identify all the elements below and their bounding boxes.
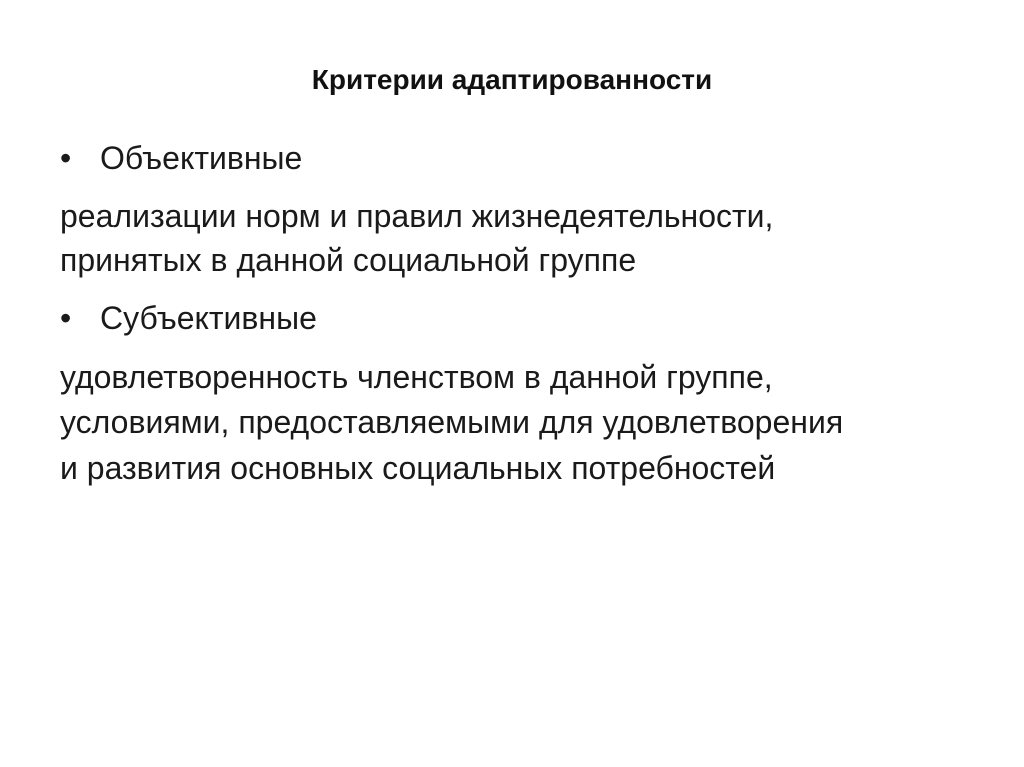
paragraph-line: удовлетворенность членством в данной группе,	[60, 359, 773, 395]
paragraph-line: реализации норм и правил жизнедеятельности,	[60, 198, 774, 234]
bullet-subjective	[60, 298, 317, 338]
slide-title: Критерии адаптированности	[311, 64, 713, 95]
paragraph-line: принятых в данной социальной группе	[60, 242, 637, 278]
bullet-marker: •	[60, 140, 72, 176]
bullet-objective	[60, 138, 302, 178]
bullet-marker: •	[60, 300, 72, 336]
bullet-heading-objective: Объективные	[100, 140, 303, 176]
paragraph-line: условиями, предоставляемыми для удовлетворения	[60, 404, 844, 440]
bullet-heading-subjective: Субъективные	[100, 300, 317, 336]
paragraph-line: и развития основных социальных потребностей	[60, 450, 776, 486]
